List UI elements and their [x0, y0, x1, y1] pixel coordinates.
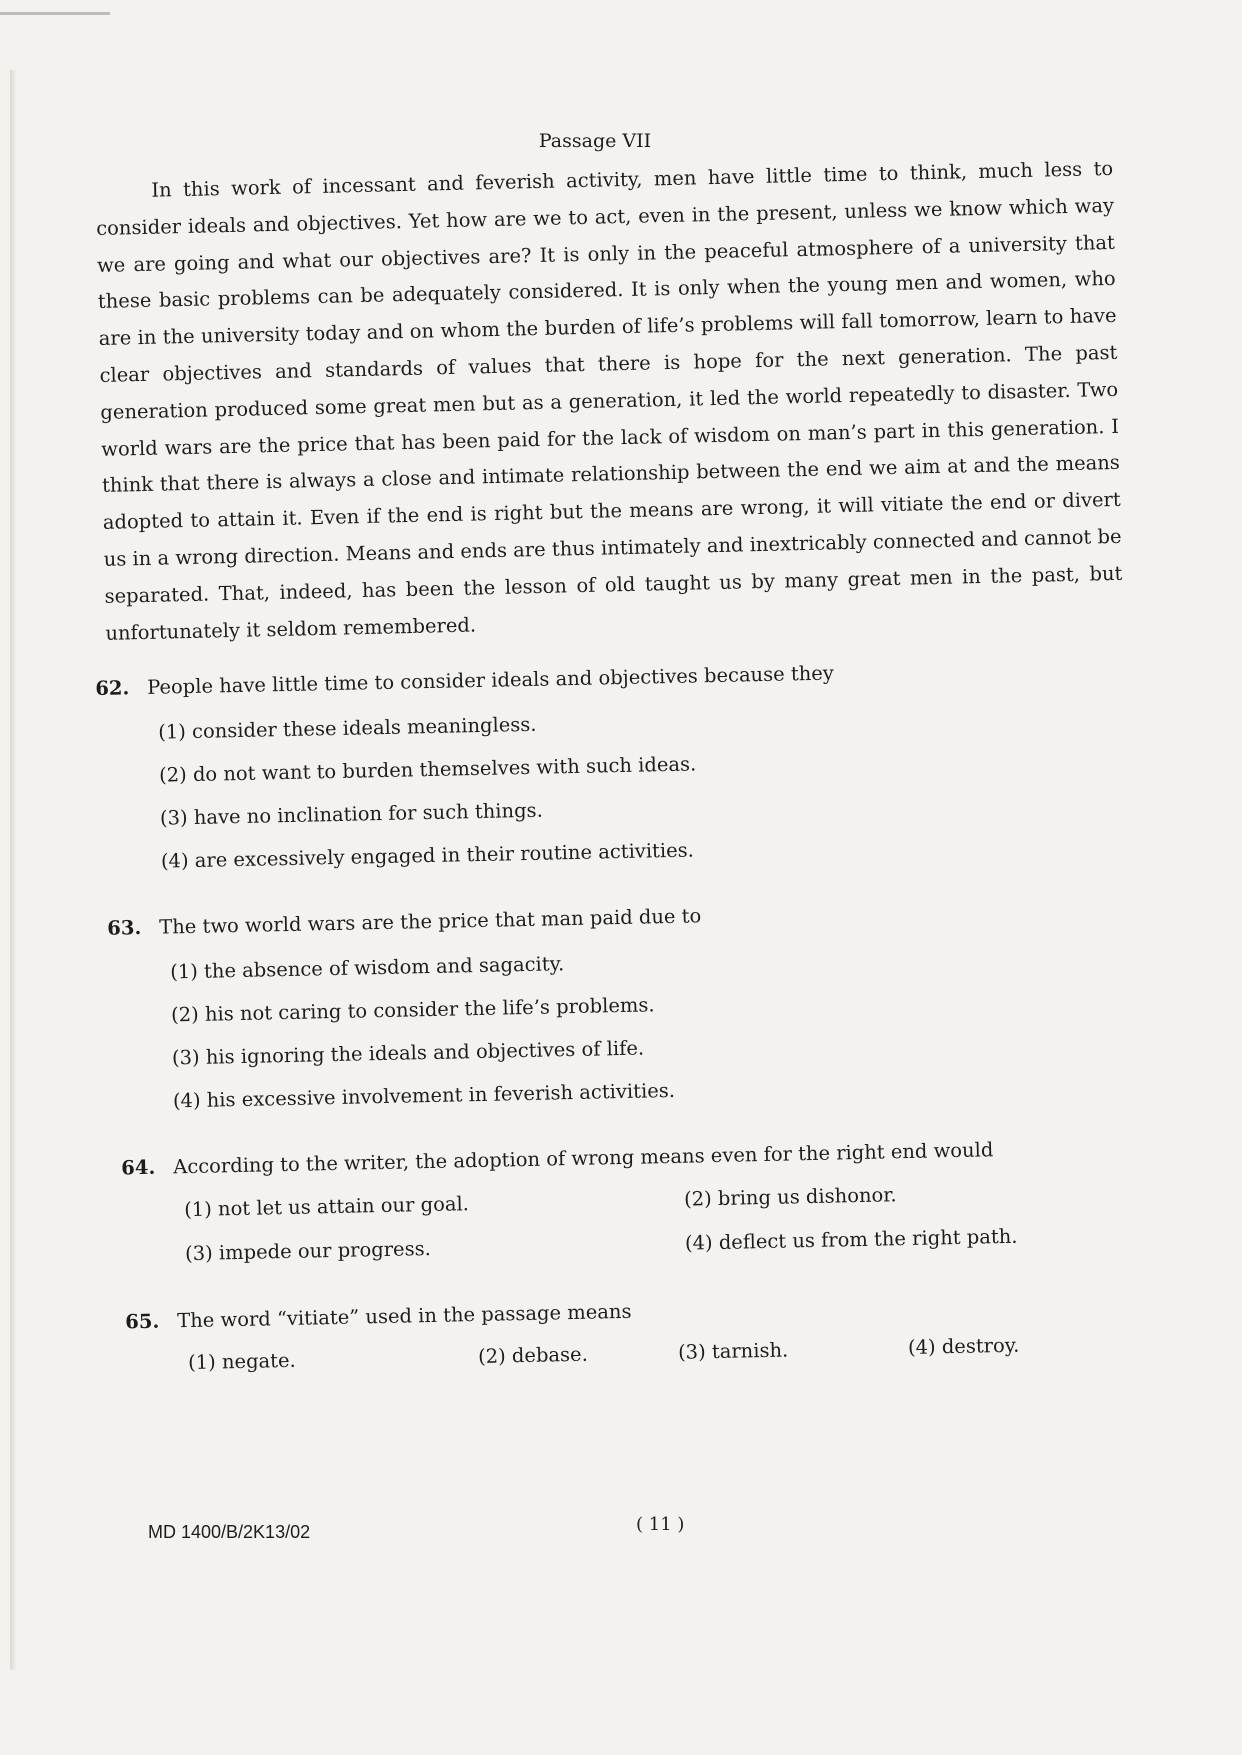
option-2: (2) bring us dishonor. — [683, 1183, 897, 1212]
option-1: (1) consider these ideals meaningless. — [157, 713, 537, 745]
page-number: ( 11 ) — [636, 1514, 685, 1535]
passage-text: In this work of incessant and feverish activity, men have little time to think, much less to consider ideals and objectives. Yet how are we to act, even in the present, unless we know which way we are going and what our objectives are? It is only in the peaceful atmosphere of a university that these basic problems can be adequately considered. It is only when the young men and women, who are in the university today and on whom the burden of life’s problems will fall tomorrow, learn to have clear objectives and standards of values that there is hope for the next generation. The past generation produced some great men but as a generation, it led the world repeatedly to disaster. Two world wars are the price that has been paid for the lack of wisdom on man’s part in this generation. I think that there is always a close and intimate relationship between the end we aim at and the means adopted to attain it. Even if the end is right but the means are wrong, it will vitiate the end or divert us in a wrong direction. Means and ends are thus intimately and inextricably connected and cannot be separated. That, indeed, has been the lesson of old taught us by many great men in the past, but unfortunately it seldom remembered. — [95, 156, 1123, 645]
option-4: (4) his excessive involvement in feverish activities. — [172, 1079, 676, 1113]
option-4: (4) deflect us from the right path. — [684, 1225, 1018, 1256]
option-1: (1) not let us attain our goal. — [183, 1192, 470, 1222]
question-number: 62. — [95, 676, 130, 701]
question-list — [95, 661, 1125, 1384]
question-stem: According to the writer, the adoption of wrong means even for the right end would — [172, 1138, 994, 1179]
question-63 — [95, 893, 1129, 1125]
question-stem: The word “vitiate” used in the passage means — [176, 1300, 632, 1333]
option-4: (4) destroy. — [907, 1334, 1020, 1360]
question-number: 63. — [107, 916, 142, 941]
question-stem: The two world wars are the price that man paid due to — [158, 904, 702, 940]
question-number: 65. — [125, 1310, 160, 1334]
question-number: 64. — [121, 1156, 156, 1180]
scan-artifact-top — [0, 12, 110, 15]
scan-artifact-left — [10, 70, 16, 1670]
option-3: (3) his ignoring the ideals and objectives of life. — [171, 1036, 645, 1070]
option-1: (1) the absence of wisdom and sagacity. — [169, 952, 565, 984]
passage-title: Passage VII — [538, 130, 652, 152]
option-2: (2) his not caring to consider the life’s problems. — [170, 993, 655, 1027]
paper-code: MD 1400/B/2K13/02 — [148, 1522, 311, 1542]
option-2: (2) debase. — [477, 1343, 589, 1369]
option-2: (2) do not want to burden themselves with such ideas. — [158, 752, 697, 788]
option-3: (3) have no inclination for such things. — [159, 799, 544, 831]
question-stem: People have little time to consider ideals and objectives because they — [146, 661, 835, 700]
question-62 — [95, 653, 1129, 885]
question-64 — [95, 1133, 1127, 1279]
option-3: (3) tarnish. — [677, 1338, 789, 1365]
option-4: (4) are excessively engaged in their routine activities. — [160, 838, 695, 874]
question-65 — [95, 1287, 1126, 1385]
exam-page — [95, 130, 1125, 1690]
option-1: (1) negate. — [187, 1349, 296, 1375]
option-3: (3) impede our progress. — [184, 1237, 432, 1266]
